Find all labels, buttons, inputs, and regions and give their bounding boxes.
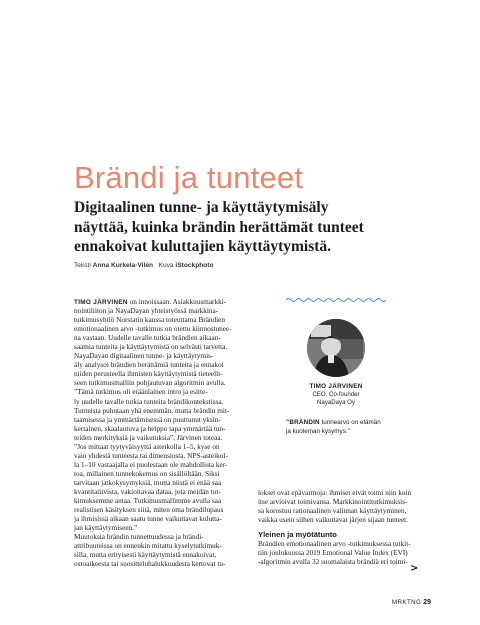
credit-text-label: Teksti: [74, 262, 91, 269]
body-line: ”Jos mittaat tyytyväisyyttä asteikolla 1–5, kyse on: [74, 442, 220, 451]
body-line: kimuksemme antaa. Tutkimusmallimme avulla saa: [74, 497, 222, 506]
section-subheading: Yleinen ja myötätunto: [258, 530, 337, 540]
article-title: Brändi ja tunteet: [74, 160, 304, 195]
body-line: attribuuteissa on ennenkin mitattu kyselytutkimuk-: [74, 542, 222, 551]
body-line: lokset ovat epävarmoja: ihmiset eivät toimi niin kuin: [258, 489, 412, 497]
body-line: la 1–10 vastaajalla ei puolestaan ole mahdollista ker-: [74, 460, 228, 469]
body-column-1: [74, 298, 242, 569]
body-line: na vastaan. Uudelle tavalle tutkia brändien aikaan-: [74, 334, 221, 343]
quote-line-2: ja kuoleman kysymys.”: [286, 427, 350, 435]
wave-divider: [286, 296, 386, 304]
body-line: tiin joulukuussa 2019 Emotional Value Index (EVI): [258, 549, 408, 558]
credit-author: Anna Kurkela-Vilén: [92, 262, 154, 269]
article-credits: [74, 262, 214, 269]
body-line: seen tutkimusmalliin pohjautuvan algoritmin avulla.: [74, 379, 226, 388]
role-line: NayaDaya Oy: [317, 398, 355, 406]
body-column-2: [258, 489, 418, 567]
body-line: tarvitaan jatkokysymyksiä, mutta niistä ei enää saa: [74, 478, 222, 487]
sidebar-person-name: TIMO JÄRVINEN: [309, 383, 363, 390]
body-line: NayaDayan digitaalinen tunne- ja käyttäytymis-: [74, 352, 214, 361]
quote-text: tunnearvo on elämän: [319, 419, 381, 426]
body-line: niiden perusteella ihmisten käyttäytymistä tieteelli-: [74, 370, 223, 379]
quote-line-1: [286, 419, 406, 428]
intro-name: TIMO JÄRVINEN: [74, 299, 128, 306]
body-line: vaikka usein siihen vaikuttavat järjen sijaan tunteet.: [258, 516, 408, 525]
body-line: ”Tämä tutkimus oli eräänlainen intro ja esitte-: [74, 388, 208, 397]
portrait-photo: [307, 319, 365, 377]
article-lede: [74, 198, 434, 257]
body-line: emotionaalinen arvo -tutkimus on otettu kiinnostunee-: [74, 325, 232, 334]
quote-lead: ”BRÄNDIN: [286, 419, 320, 426]
body-line: kertainen, skaalautuva ja helppo tapa ymmärtää tun-: [74, 424, 226, 433]
lede-line: ennakoivat kuluttajien käyttäytymistä.: [74, 238, 332, 255]
body-line: saamia tunteita ja käyttäytymistä on selvästi tarvetta.: [74, 343, 228, 352]
body-line: tutkimusyhtiö Norstatin kanssa toteuttama Brändien: [74, 316, 226, 325]
portrait-image: [307, 319, 365, 377]
body-line: ly uudelle tavalle tutkia tunteita brändikontekstissa.: [74, 397, 224, 406]
body-line: [74, 298, 242, 307]
magazine-name: MRKTNG: [392, 599, 422, 606]
body-line: ja ihmisissä aikaan saatu tunne vaikuttavat kulutta-: [74, 515, 222, 524]
continue-arrow-icon: >: [410, 563, 419, 574]
body-line: -algoritmin avulla 32 suomalaista brändiä eri toimi-: [258, 558, 408, 567]
credit-image-source: iStockphoto: [175, 262, 214, 269]
credit-image-label: Kuva: [158, 262, 174, 269]
wave-line: [286, 299, 386, 302]
body-line: teiden merkityksiä ja vaikutuksia”, Järvinen toteaa.: [74, 433, 223, 442]
body-line: kvantitatiivista, vakioitavaa dataa, jota meidän tut-: [74, 487, 221, 496]
body-line: taamisessa ja ymmärtämisessä on puuttunut yksin-: [74, 415, 221, 424]
body-line: silla, mutta erityisesti käyttäytymistä ennakoivat,: [74, 551, 217, 560]
page-number: 29: [423, 599, 432, 606]
body-line: Muutoksia brändin tunnettuudessa ja brändi-: [74, 533, 204, 542]
body-line: realistisen käsityksen siitä, miten oma brändilupaus: [74, 506, 224, 515]
body-line: vain yhdestä tunteesta tai dimensiosta. NPS-asteikol-: [74, 451, 228, 460]
body-line: toa, millainen tunnekokemus on sisällöltään. Siksi: [74, 469, 220, 478]
body-line: ostoaikeesta tai suositteluhalukkuudesta kertovat tu-: [74, 560, 226, 569]
pull-quote: [286, 419, 406, 436]
page-folio: [392, 599, 431, 606]
body-line: nointiliiton ja NayaDayan yhteistyössä markkina-: [74, 307, 219, 316]
lede-line: näyttää, kuinka brändin herättämät tunteet: [74, 218, 364, 236]
lede-line: Digitaalinen tunne- ja käyttäytymisäly: [74, 199, 329, 216]
body-line: Brändien emotionaalinen arvo -tutkimuksessa tutkit-: [258, 540, 411, 549]
body-line: itse arvioivat toimivansa. Markkinointitutkimuksis-: [258, 498, 408, 507]
role-line: CEO, Co-founder: [312, 391, 360, 398]
body-line: Tunteista puhutaan yhä enemmän, mutta brändin mit-: [74, 406, 230, 415]
body-line: äly analysoi brändien herättämiä tunteita ja ennakoi: [74, 361, 224, 370]
body-line: sa korostuu rationaalinen valinnan käyttäytyminen,: [258, 507, 407, 516]
body-line: jan käyttäytymiseen.”: [74, 524, 138, 533]
body-line-text: on innoissaan. Asiakkuusmarkki-: [127, 298, 227, 306]
sidebar-person-role: [288, 391, 384, 406]
